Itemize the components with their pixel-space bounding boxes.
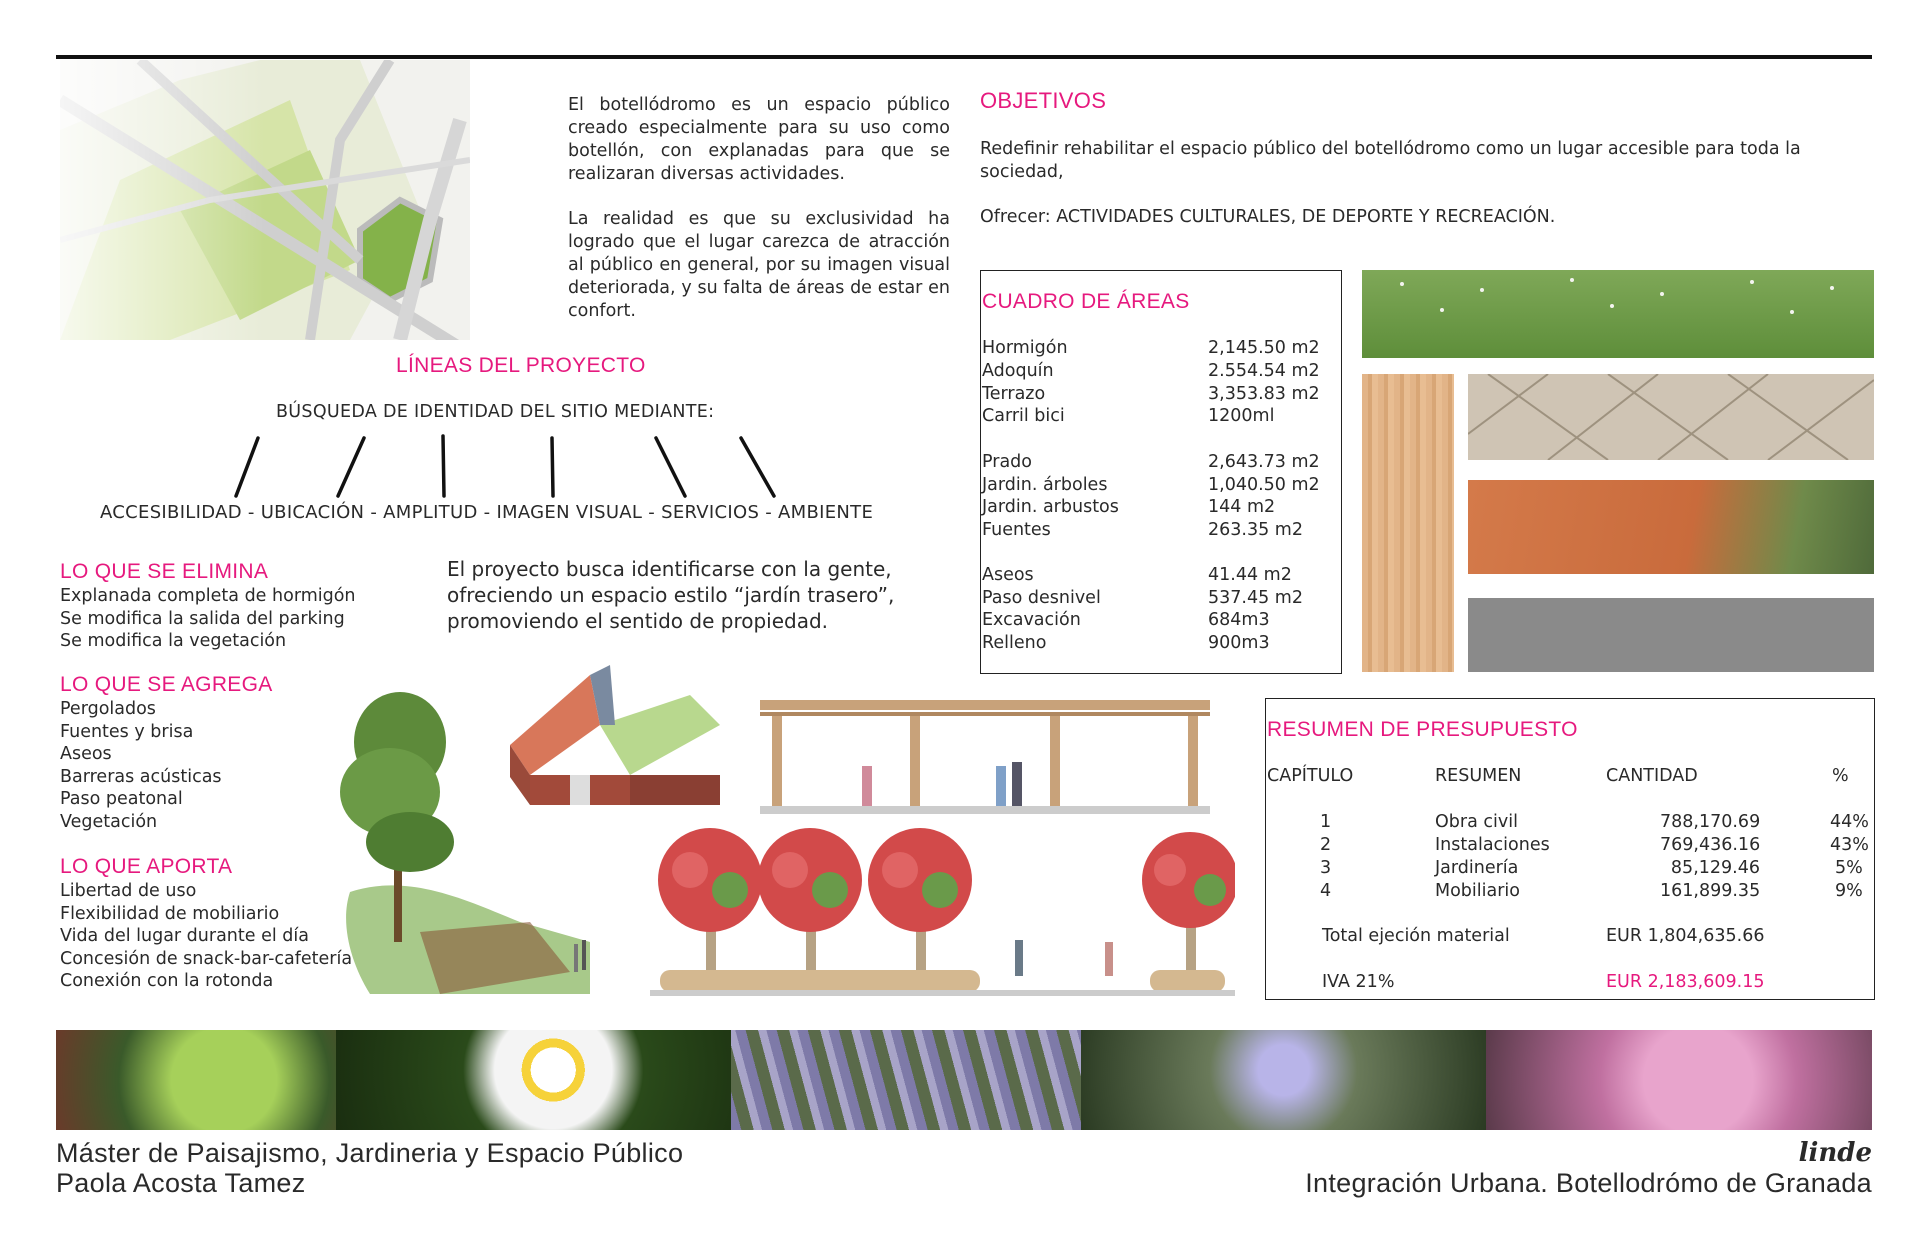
area-value: 2.554.54 m2 xyxy=(1208,361,1320,381)
list-item: Barreras acústicas xyxy=(60,766,222,787)
area-row xyxy=(982,384,1322,407)
budget-total-label: Total ejeción material xyxy=(1322,926,1510,946)
leaf-photo xyxy=(56,1030,336,1130)
list-item: Se modifica la salida del parking xyxy=(60,608,345,629)
paver-swatch xyxy=(1468,374,1874,460)
top-rule xyxy=(56,55,1872,59)
list-item: Explanada completa de hormigón xyxy=(60,586,356,606)
intro-paragraph-1: El botellódromo es un espacio público creado especialmente para su uso como botellón, con explanadas para que se realizaran diversas actividades. xyxy=(568,95,950,184)
rosemary-photo xyxy=(1081,1030,1486,1130)
budget-chapter: 3 xyxy=(1320,858,1332,878)
lineas-items: ACCESIBILIDAD - UBICACIÓN - AMPLITUD - IMAGEN VISUAL - SERVICIOS - AMBIENTE xyxy=(100,502,874,523)
areas-title: CUADRO DE ÁREAS xyxy=(982,290,1190,313)
list-item: Fuentes y brisa xyxy=(60,721,194,742)
budget-iva-label: IVA 21% xyxy=(1322,972,1395,992)
area-label: Relleno xyxy=(982,633,1047,653)
redbud-photo xyxy=(1486,1030,1872,1130)
budget-chapter: 4 xyxy=(1320,881,1332,901)
budget-percent: 9% xyxy=(1835,881,1863,901)
budget-iva-value: EUR 2,183,609.15 xyxy=(1606,972,1765,992)
budget-summary: Obra civil xyxy=(1435,812,1518,832)
budget-chapter: 2 xyxy=(1320,835,1332,855)
area-label: Jardin. árboles xyxy=(982,475,1108,495)
budget-header-percent: % xyxy=(1832,766,1849,786)
area-label: Aseos xyxy=(982,565,1034,585)
budget-amount: 161,899.35 xyxy=(1660,881,1761,901)
agrega-title: LO QUE SE AGREGA xyxy=(60,673,273,696)
footer-author: Paola Acosta Tamez xyxy=(56,1168,306,1198)
list-item: Pergolados xyxy=(60,699,156,719)
area-row xyxy=(982,338,1322,361)
area-row xyxy=(982,588,1322,611)
objetivos-paragraph-1: Redefinir rehabilitar el espacio público del botellódromo como un lugar accesible para toda la sociedad, xyxy=(980,139,1801,182)
area-label: Jardin. arbustos xyxy=(982,497,1119,517)
area-value: 2,145.50 m2 xyxy=(1208,338,1320,358)
budget-title: RESUMEN DE PRESUPUESTO xyxy=(1267,718,1578,741)
daisy-photo xyxy=(336,1030,731,1130)
pergola-illustration xyxy=(760,696,1210,816)
plant-photo-strip xyxy=(56,1030,1872,1130)
footer-project-title: Integración Urbana. Botellodrómo de Granada xyxy=(1305,1168,1872,1198)
list-item: Conexión con la rotonda xyxy=(60,971,274,992)
area-label: Carril bici xyxy=(982,406,1065,426)
area-value: 1,040.50 m2 xyxy=(1208,475,1320,495)
list-item: Concesión de snack-bar-cafetería xyxy=(60,948,353,969)
area-value: 684m3 xyxy=(1208,610,1270,630)
lineas-strokes xyxy=(200,434,800,500)
budget-amount: 769,436.16 xyxy=(1660,835,1761,855)
area-value: 3,353.83 m2 xyxy=(1208,384,1320,404)
area-value: 900m3 xyxy=(1208,633,1270,653)
area-value: 144 m2 xyxy=(1208,497,1276,517)
budget-percent: 5% xyxy=(1835,858,1863,878)
area-row xyxy=(982,361,1322,384)
area-value: 1200ml xyxy=(1208,406,1275,426)
objetivos-paragraph-2: Ofrecer: ACTIVIDADES CULTURALES, DE DEPORTE Y RECREACIÓN. xyxy=(980,207,1556,227)
area-label: Terrazo xyxy=(982,384,1046,404)
footer-master-title: Máster de Paisajismo, Jardineria y Espacio Público xyxy=(56,1138,684,1168)
area-row xyxy=(982,497,1322,520)
tree-elevation-illustration xyxy=(650,820,1235,998)
elimina-list xyxy=(60,585,356,653)
section-block-illustration xyxy=(490,665,725,813)
lineas-subtitle: BÚSQUEDA DE IDENTIDAD DEL SITIO MEDIANTE: xyxy=(276,402,715,422)
wood-swatch xyxy=(1362,374,1454,672)
list-item: Flexibilidad de mobiliario xyxy=(60,903,280,924)
budget-summary: Jardinería xyxy=(1435,858,1519,878)
area-label: Prado xyxy=(982,452,1032,472)
lavender-photo xyxy=(731,1030,1081,1130)
soil-swatch xyxy=(1468,480,1874,574)
budget-summary: Instalaciones xyxy=(1435,835,1550,855)
budget-header-capitulo: CAPÍTULO xyxy=(1267,766,1354,786)
list-item: Libertad de uso xyxy=(60,881,197,901)
linde-logo: linde xyxy=(1798,1138,1872,1168)
area-label: Hormigón xyxy=(982,338,1068,358)
list-item: Vegetación xyxy=(60,811,158,832)
area-row xyxy=(982,610,1322,633)
area-value: 263.35 m2 xyxy=(1208,520,1303,540)
area-label: Excavación xyxy=(982,610,1081,630)
aporta-title: LO QUE APORTA xyxy=(60,855,233,878)
agrega-list xyxy=(60,698,222,834)
lineas-title: LÍNEAS DEL PROYECTO xyxy=(396,354,646,377)
list-item: Paso peatonal xyxy=(60,789,183,810)
budget-summary: Mobiliario xyxy=(1435,881,1520,901)
area-label: Paso desnivel xyxy=(982,588,1101,608)
budget-header-cantidad: CANTIDAD xyxy=(1606,766,1698,786)
area-value: 537.45 m2 xyxy=(1208,588,1303,608)
project-quote: El proyecto busca identificarse con la gente, ofreciendo un espacio estilo “jardín trasero”, promoviendo el sentido de propiedad. xyxy=(447,557,895,633)
list-item: Aseos xyxy=(60,744,112,765)
budget-box xyxy=(1265,698,1875,1000)
list-item: Vida del lugar durante el día xyxy=(60,926,309,947)
elimina-title: LO QUE SE ELIMINA xyxy=(60,560,269,583)
area-row xyxy=(982,520,1322,543)
site-plan-image xyxy=(60,60,470,340)
budget-percent: 43% xyxy=(1830,835,1869,855)
budget-percent: 44% xyxy=(1830,812,1869,832)
area-row xyxy=(982,475,1322,498)
budget-amount: 85,129.46 xyxy=(1670,858,1760,878)
budget-amount: 788,170.69 xyxy=(1660,812,1761,832)
area-row xyxy=(982,633,1322,656)
intro-paragraph-2: La realidad es que su exclusividad ha logrado que el lugar carezca de atracción al público en general, por su imagen visual deteriorada, y su falta de áreas de estar en confort. xyxy=(568,209,950,321)
area-label: Adoquín xyxy=(982,361,1054,381)
concrete-swatch xyxy=(1468,598,1874,672)
area-row xyxy=(982,452,1322,475)
objetivos-title: OBJETIVOS xyxy=(980,88,1107,113)
budget-total-value: EUR 1,804,635.66 xyxy=(1606,926,1765,946)
list-item: Se modifica la vegetación xyxy=(60,631,287,652)
budget-header-resumen: RESUMEN xyxy=(1435,766,1522,786)
area-label: Fuentes xyxy=(982,520,1051,540)
grass-swatch xyxy=(1362,270,1874,358)
area-value: 2,643.73 m2 xyxy=(1208,452,1320,472)
intro-text xyxy=(568,94,950,345)
area-row xyxy=(982,406,1322,429)
budget-chapter: 1 xyxy=(1320,812,1332,832)
aporta-list xyxy=(60,880,352,993)
area-row xyxy=(982,565,1322,588)
area-value: 41.44 m2 xyxy=(1208,565,1292,585)
